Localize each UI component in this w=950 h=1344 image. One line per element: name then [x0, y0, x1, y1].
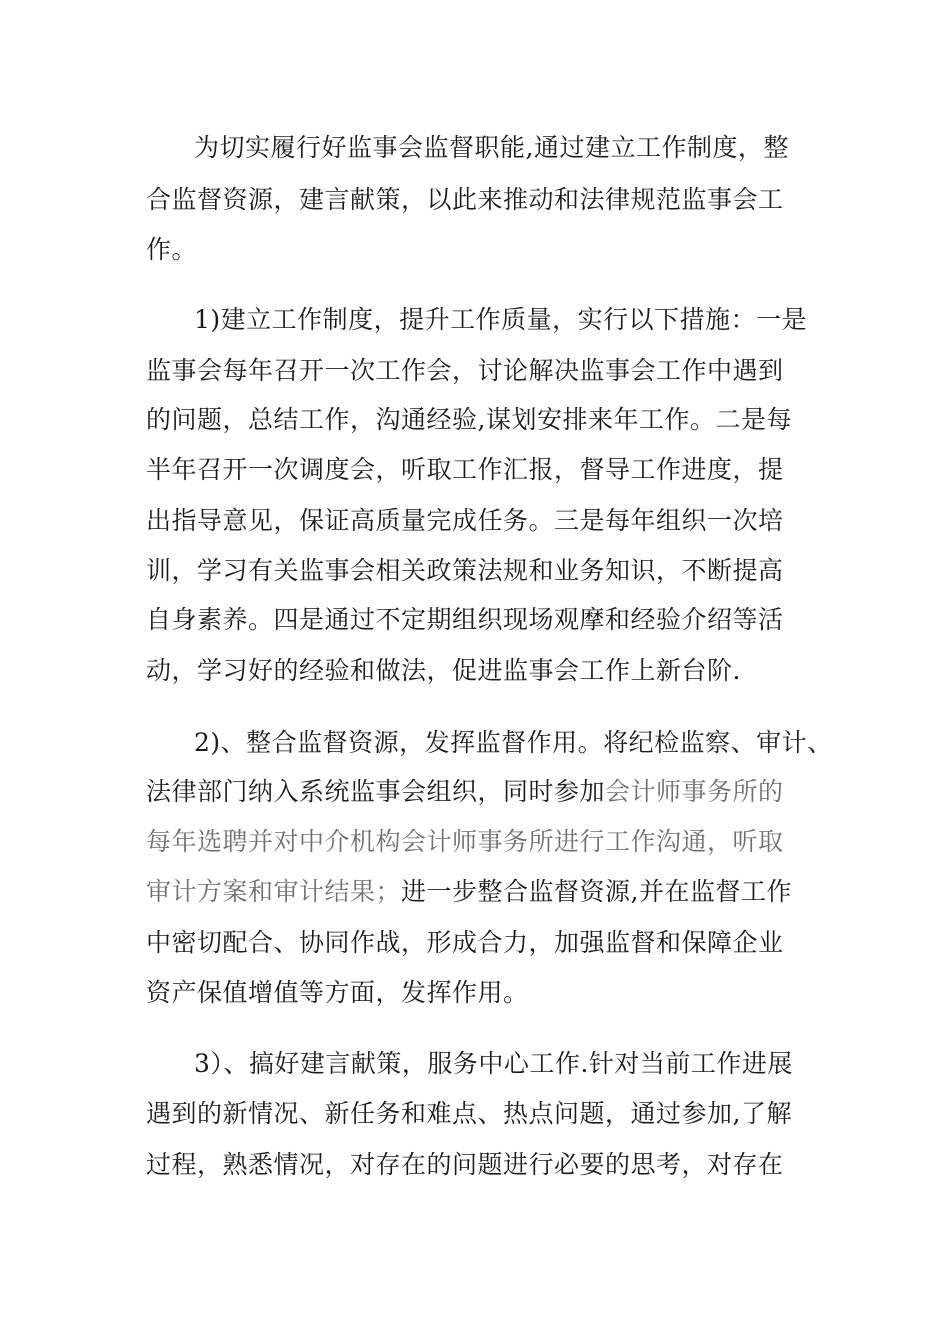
paragraph-4-line-1: 3）、搞好建言献策，服务中心工作.针对当前工作进展 [194, 1049, 793, 1078]
paragraph-3-line-5: 中密切配合、协同作战，形成合力，加强监督和保障企业 [146, 928, 784, 957]
paragraph-4-line-3: 过程，熟悉情况，对存在的问题进行必要的思考，对存在 [146, 1150, 784, 1179]
paragraph-2-line-6: 训，学习有关监事会相关政策法规和业务知识，不断提高 [146, 556, 784, 585]
paragraph-3-line-4-muted-text: 审计方案和审计结果； [146, 877, 402, 906]
paragraph-3-line-2-text: 法律部门纳入系统监事会组织，同时参加 [146, 777, 606, 806]
paragraph-3-line-1: 2)、整合监督资源，发挥监督作用。将纪检监察、审计、 [194, 728, 833, 757]
paragraph-4-line-2: 遇到的新情况、新任务和难点、热点问题，通过参加,了解 [146, 1099, 792, 1128]
paragraph-2-line-7: 自身素养。四是通过不定期组织现场观摩和经验介绍等活 [146, 605, 784, 634]
paragraph-1-line-3: 作。 [146, 235, 198, 264]
paragraph-2-line-4: 半年召开一次调度会，听取工作汇报，督导工作进度，提 [146, 455, 784, 484]
paragraph-2-line-5: 出指导意见，保证高质量完成任务。三是每年组织一次培 [146, 506, 784, 535]
paragraph-2-line-1: 1)建立工作制度，提升工作质量，实行以下措施：一是 [194, 305, 808, 334]
paragraph-3-line-3: 每年选聘并对中介机构会计师事务所进行工作沟通，听取 [146, 827, 784, 856]
paragraph-3-line-4-text: 进一步整合监督资源,并在监督工作 [401, 877, 792, 906]
paragraph-1-line-1: 为切实履行好监事会监督职能,通过建立工作制度，整 [194, 133, 789, 162]
paragraph-3-line-2 [146, 777, 784, 807]
paragraph-2-line-2: 监事会每年召开一次工作会，讨论解决监事会工作中遇到 [146, 356, 784, 385]
paragraph-3-line-2-muted-text: 会计师事务所的 [605, 777, 784, 806]
paragraph-3-line-4 [146, 877, 792, 907]
paragraph-1-line-2: 合监督资源，建言献策，以此来推动和法律规范监事会工 [146, 185, 784, 214]
paragraph-3-line-6: 资产保值增值等方面，发挥作用。 [146, 978, 529, 1007]
paragraph-2-line-8: 动，学习好的经验和做法，促进监事会工作上新台阶. [146, 656, 741, 685]
paragraph-2-line-3: 的问题，总结工作，沟通经验,谋划安排来年工作。二是每 [146, 405, 792, 434]
